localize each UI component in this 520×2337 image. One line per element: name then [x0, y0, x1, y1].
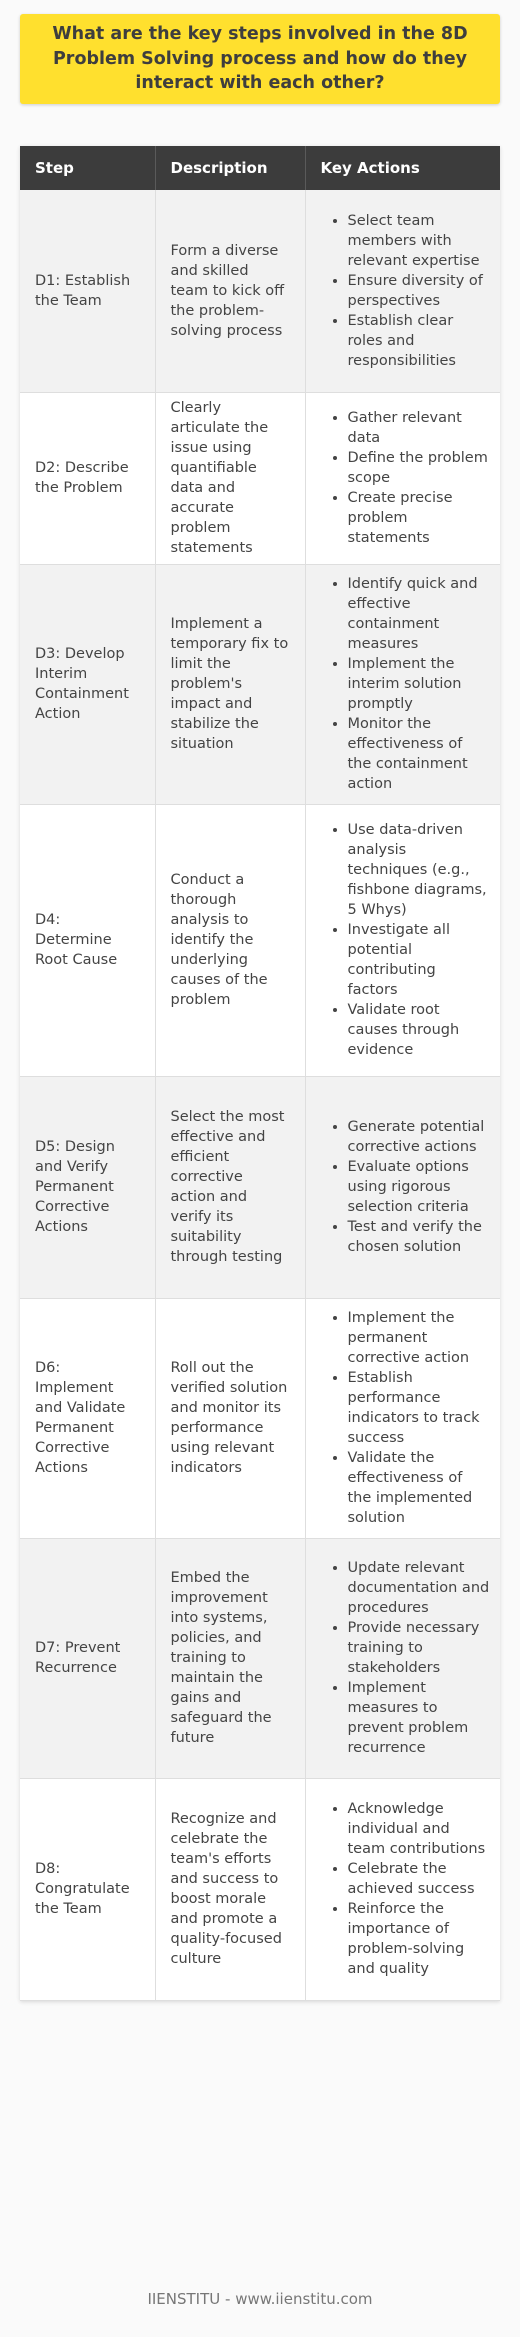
key-action-item: • Implement measures to prevent problem recurrence: [348, 1678, 491, 1758]
description-cell: Recognize and celebrate the team's efforts and success to boost morale and promote a quality-focused culture: [155, 1778, 305, 2000]
step-cell: D1: Establish the Team: [20, 190, 155, 392]
key-action-item: • Monitor the effectiveness of the containment action: [348, 714, 491, 794]
key-action-item: • Generate potential corrective actions: [348, 1117, 491, 1157]
table-row: [20, 564, 500, 804]
table-row: [20, 1538, 500, 1778]
key-actions-cell: [305, 392, 500, 564]
key-actions-list: [314, 1799, 491, 1979]
key-actions-cell: [305, 1538, 500, 1778]
key-actions-cell: [305, 564, 500, 804]
key-action-item: • Update relevant documentation and procedures: [348, 1558, 491, 1618]
key-action-item: • Validate the effectiveness of the implemented solution: [348, 1448, 491, 1528]
header-step: Step: [20, 146, 155, 190]
key-action-item: • Define the problem scope: [348, 448, 491, 488]
key-action-item: • Celebrate the achieved success: [348, 1859, 491, 1899]
table-body: [20, 190, 500, 2000]
step-cell: D8: Congratulate the Team: [20, 1778, 155, 2000]
steps-table-container: [20, 146, 500, 2001]
table-row: [20, 1076, 500, 1298]
key-actions-list: [314, 820, 491, 1060]
key-actions-list: [314, 408, 491, 548]
key-actions-cell: [305, 1298, 500, 1538]
key-action-item: • Establish clear roles and responsibilities: [348, 311, 491, 371]
key-action-item: • Select team members with relevant expertise: [348, 211, 491, 271]
key-action-item: • Evaluate options using rigorous selection criteria: [348, 1157, 491, 1217]
step-cell: D2: Describe the Problem: [20, 392, 155, 564]
key-action-item: • Identify quick and effective containment measures: [348, 574, 491, 654]
key-actions-list: [314, 211, 491, 371]
description-cell: Roll out the verified solution and monitor its performance using relevant indicators: [155, 1298, 305, 1538]
step-cell: D4: Determine Root Cause: [20, 804, 155, 1076]
key-actions-list: [314, 1308, 491, 1528]
key-actions-cell: [305, 1076, 500, 1298]
step-cell: D3: Develop Interim Containment Action: [20, 564, 155, 804]
key-action-item: • Acknowledge individual and team contributions: [348, 1799, 491, 1859]
header-description: Description: [155, 146, 305, 190]
key-actions-list: [314, 1558, 491, 1758]
steps-table: [20, 146, 500, 2001]
key-action-item: • Create precise problem statements: [348, 488, 491, 548]
key-action-item: • Establish performance indicators to track success: [348, 1368, 491, 1448]
table-row: [20, 804, 500, 1076]
key-action-item: • Validate root causes through evidence: [348, 1000, 491, 1060]
step-cell: D6: Implement and Validate Permanent Corrective Actions: [20, 1298, 155, 1538]
key-actions-list: [314, 574, 491, 794]
key-action-item: • Reinforce the importance of problem-solving and quality: [348, 1899, 491, 1979]
key-action-item: • Gather relevant data: [348, 408, 491, 448]
table-row: [20, 392, 500, 564]
footer-credit: IIENSTITU - www.iienstitu.com: [147, 2290, 373, 2308]
step-cell: D7: Prevent Recurrence: [20, 1538, 155, 1778]
key-action-item: • Implement the permanent corrective action: [348, 1308, 491, 1368]
key-actions-cell: [305, 1778, 500, 2000]
table-row: [20, 1778, 500, 2000]
table-row: [20, 1298, 500, 1538]
step-cell: D5: Design and Verify Permanent Corrective Actions: [20, 1076, 155, 1298]
key-action-item: • Provide necessary training to stakeholders: [348, 1618, 491, 1678]
key-action-item: • Investigate all potential contributing factors: [348, 920, 491, 1000]
table-row: [20, 190, 500, 392]
description-cell: Form a diverse and skilled team to kick off the problem-solving process: [155, 190, 305, 392]
key-action-item: • Ensure diversity of perspectives: [348, 271, 491, 311]
key-action-item: • Implement the interim solution promptly: [348, 654, 491, 714]
description-cell: Conduct a thorough analysis to identify the underlying causes of the problem: [155, 804, 305, 1076]
description-cell: Implement a temporary fix to limit the problem's impact and stabilize the situation: [155, 564, 305, 804]
key-actions-cell: [305, 190, 500, 392]
key-action-item: • Test and verify the chosen solution: [348, 1217, 491, 1257]
header-key-actions: Key Actions: [305, 146, 500, 190]
description-cell: Embed the improvement into systems, policies, and training to maintain the gains and safeguard the future: [155, 1538, 305, 1778]
key-actions-cell: [305, 804, 500, 1076]
key-action-item: • Use data-driven analysis techniques (e.g., fishbone diagrams, 5 Whys): [348, 820, 491, 920]
description-cell: Select the most effective and efficient corrective action and verify its suitability through testing: [155, 1076, 305, 1298]
page-title: What are the key steps involved in the 8D Problem Solving process and how do they interact with each other?: [20, 14, 500, 104]
description-cell: Clearly articulate the issue using quantifiable data and accurate problem statements: [155, 392, 305, 564]
key-actions-list: [314, 1117, 491, 1257]
table-header-row: [20, 146, 500, 190]
